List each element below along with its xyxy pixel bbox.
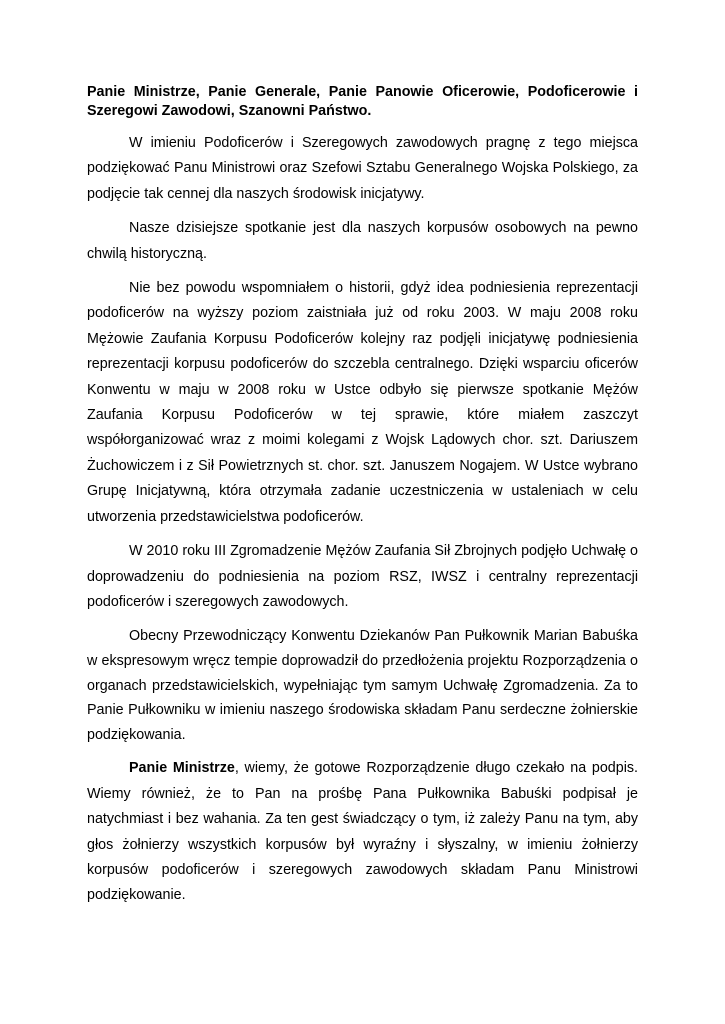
paragraph-minister-text: , wiemy, że gotowe Rozporządzenie długo czekało na podpis. Wiemy również, że to Pan na prośbę Pana Pułkownika Babuśki podpisał je natychmiast i bez wahania. Za ten gest świadczący o tym, iż zależy Panu na tym, aby głos żołnierzy wszystkich korpusów był wyraźny i słyszalny, w imieniu żołnierzy korpusów podoficerów i szeregowych zawodowych składam Panu Ministrowi podziękowanie. <box>87 760 638 904</box>
paragraph-historic-moment: Nasze dzisiejsze spotkanie jest dla naszych korpusów osobowych na pewno chwilą historyczną. <box>87 220 638 262</box>
paragraph-thanks: W imieniu Podoficerów i Szeregowych zawodowych pragnę z tego miejsca podziękować Panu Ministrowi oraz Szefowi Sztabu Generalnego Wojska Polskiego, za podjęcie tak cennej dla naszych środowisk inicjatywy. <box>87 135 638 202</box>
paragraph-colonel-thanks: Obecny Przewodniczący Konwentu Dziekanów Pan Pułkownik Marian Babuśka w ekspresowym wręcz tempie doprowadził do przedłożenia projektu Rozporządzenia o organach przedstawicielskich, wypełniając tym samym Uchwałę Zgromadzenia. Za to Panie Pułkowniku w imieniu naszego środowiska składam Panu serdeczne żołnierskie podziękowania. <box>87 628 638 743</box>
paragraph-minister-thanks <box>87 756 638 908</box>
document-page <box>87 83 638 918</box>
paragraph-resolution-2010: W 2010 roku III Zgromadzenie Mężów Zaufania Sił Zbrojnych podjęło Uchwałę o doprowadzeniu do podniesienia na poziom RSZ, IWSZ i centralny reprezentacji podoficerów i szeregowych zawodowych. <box>87 543 638 610</box>
salutation-heading: Panie Ministrze, Panie Generale, Panie Panowie Oficerowie, Podoficerowie i Szeregowi Zawodowi, Szanowni Państwo. <box>87 84 638 119</box>
paragraph-bold-lead: Panie Ministrze <box>129 760 235 777</box>
paragraph-history: Nie bez powodu wspomniałem o historii, gdyż idea podniesienia reprezentacji podoficerów na wyższy poziom zaistniała już od roku 2003. W maju 2008 roku Mężowie Zaufania Korpusu Podoficerów kolejny raz podjęli inicjatywę podniesienia reprezentacji korpusu podoficerów do szczebla centralnego. Dzięki wsparciu oficerów Konwentu w maju w 2008 roku w Ustce odbyło się pierwsze spotkanie Mężów Zaufania Korpusu Podoficerów w tej sprawie, które miałem zaszczyt współorganizować wraz z moimi kolegami z Wojsk Lądowych chor. szt. Dariuszem Żuchowiczem i z Sił Powietrznych st. chor. szt. Januszem Nogajem. W Ustce wybrano Grupę Inicjatywną, która otrzymała zadanie uczestniczenia w ustaleniach w celu utworzenia przedstawicielstwa podoficerów. <box>87 280 638 525</box>
